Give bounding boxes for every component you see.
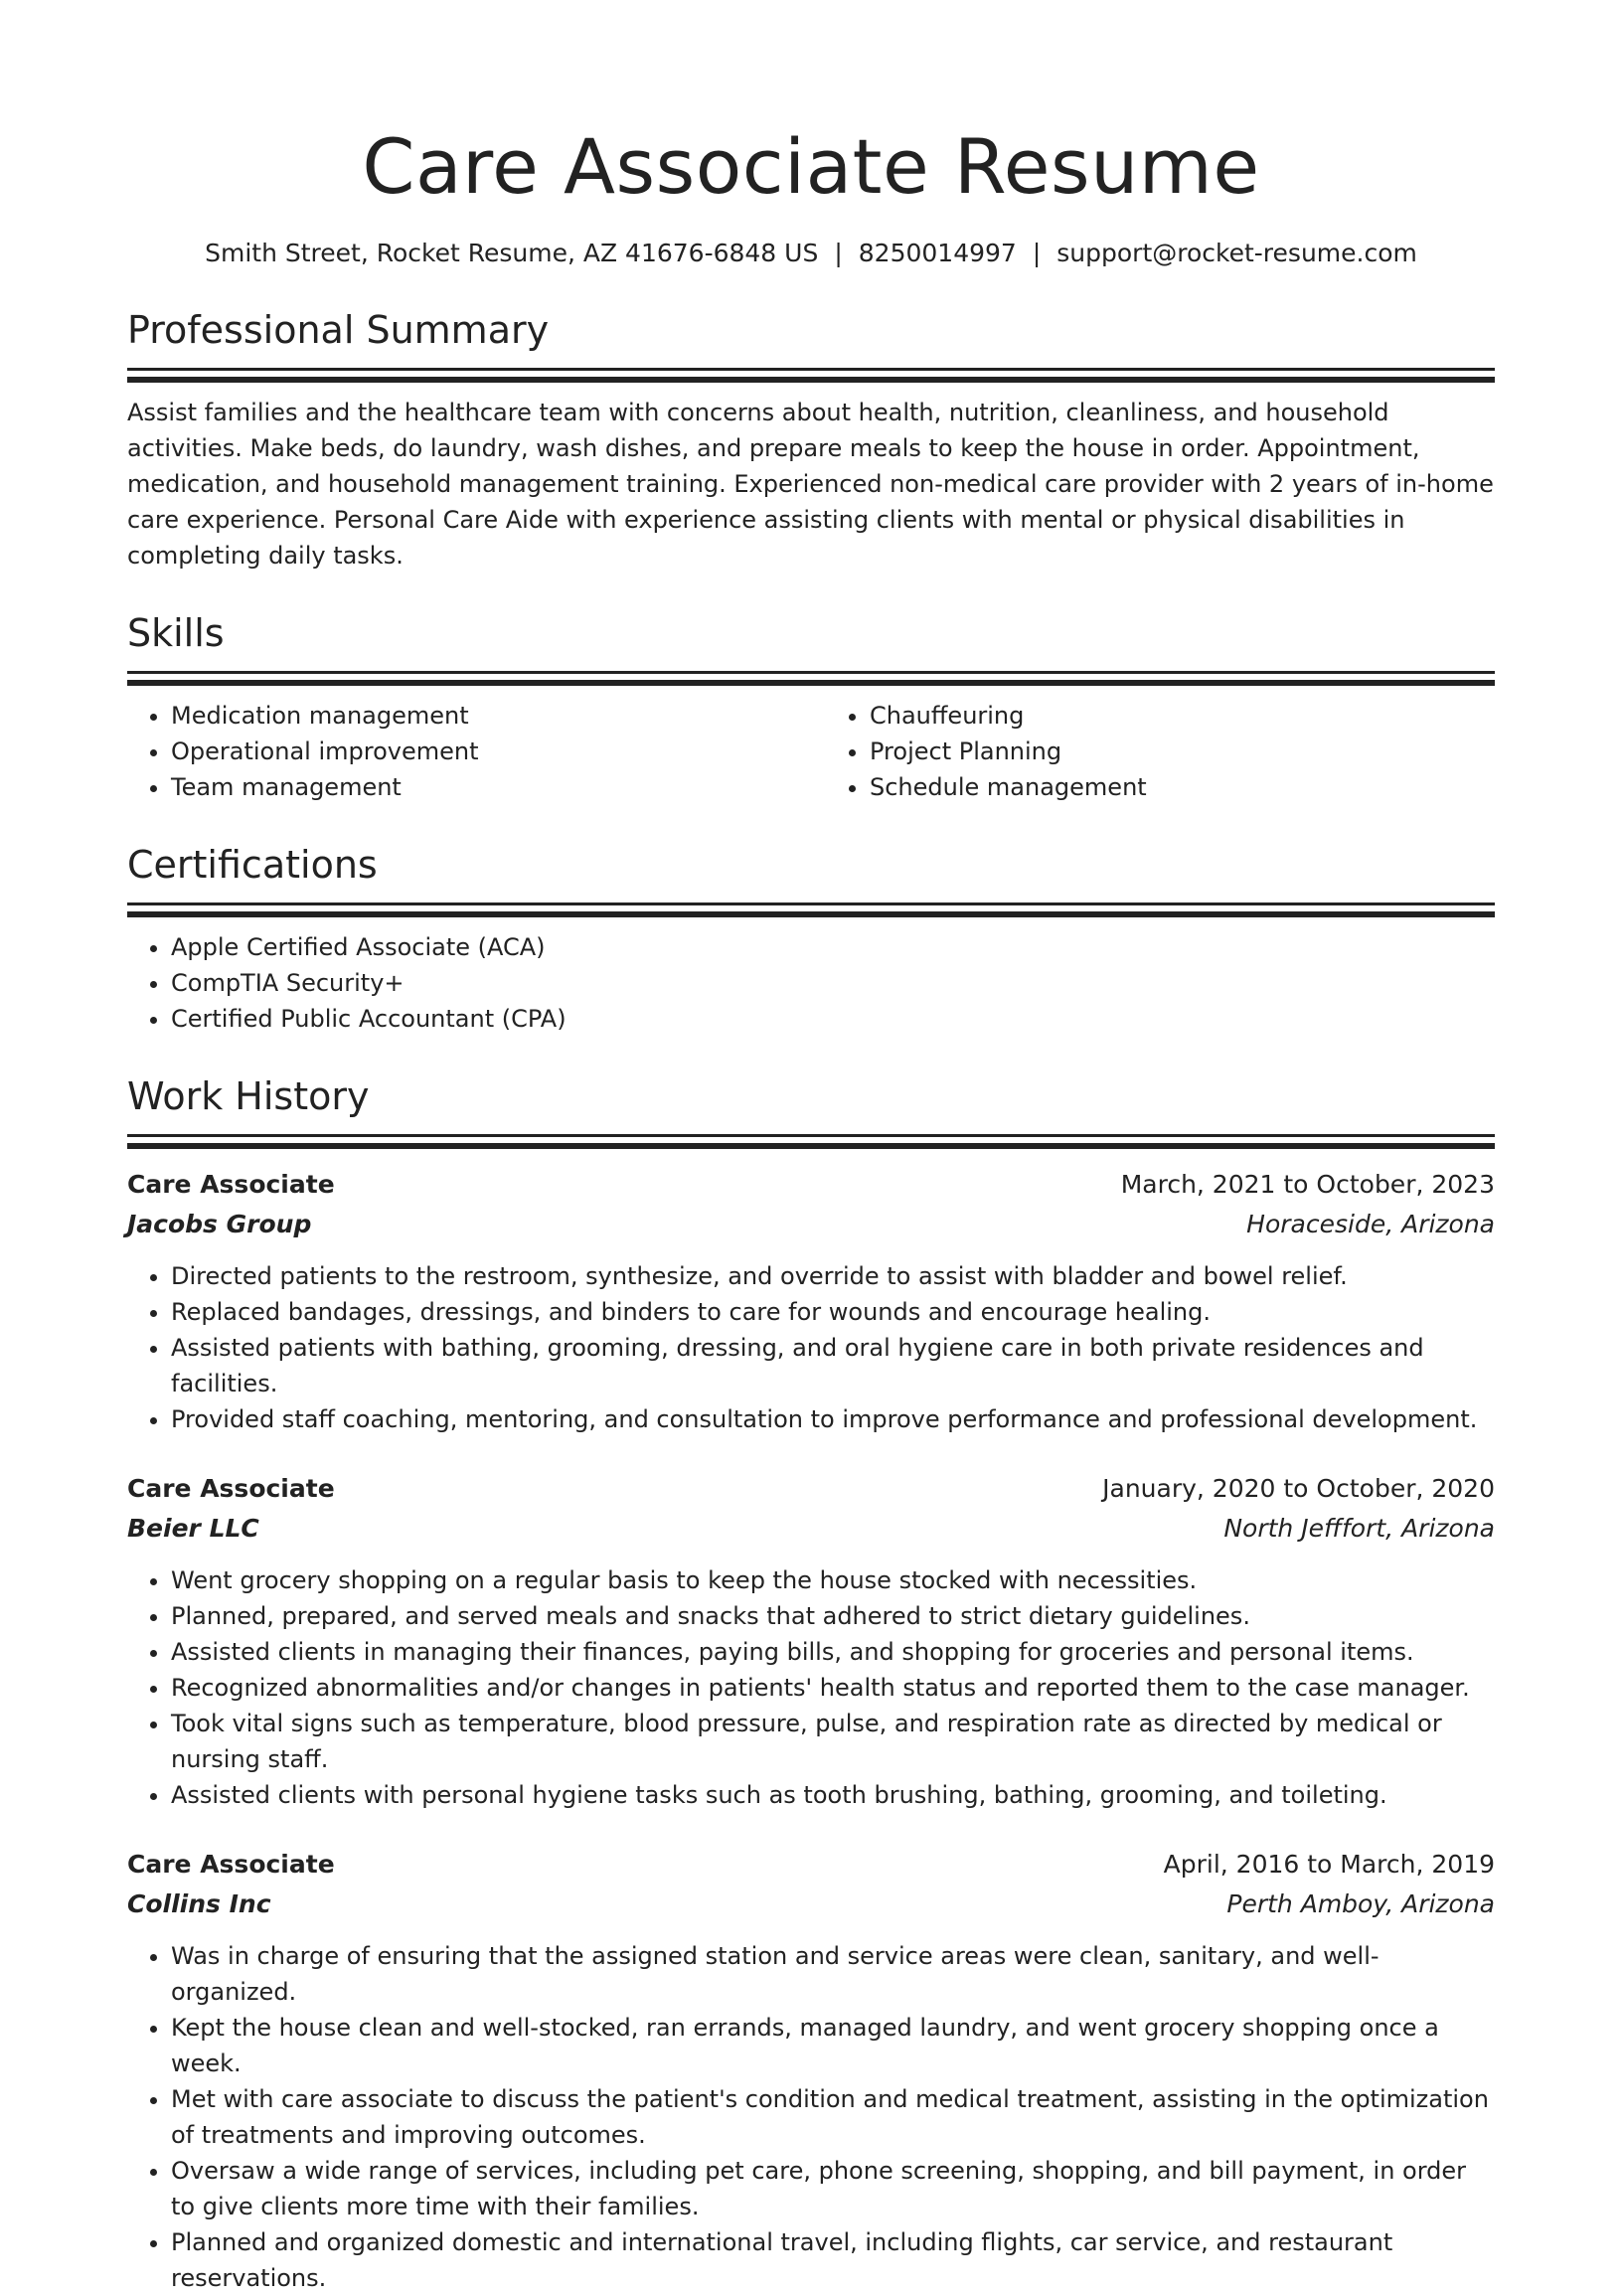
- job-header-row: [127, 1845, 1495, 1885]
- certification-item: • CompTIA Security+: [171, 965, 1495, 1001]
- job-bullet: • Planned and organized domestic and international travel, including flights, car service, and restaurant reservations.: [171, 2224, 1495, 2296]
- section-divider-thin: [127, 1134, 1495, 1137]
- job-bullet: • Replaced bandages, dressings, and binders to care for wounds and encourage healing.: [171, 1294, 1495, 1330]
- job-header-row: [127, 1469, 1495, 1509]
- skill-item: • Chauffeuring: [870, 698, 1495, 734]
- job-entry: [127, 1165, 1495, 1437]
- contact-email: support@rocket-resume.com: [1056, 239, 1417, 267]
- job-bullet: • Recognized abnormalities and/or changes in patients' health status and reported them to the case manager.: [171, 1670, 1495, 1706]
- skills-heading: Skills: [127, 611, 225, 655]
- job-bullet: • Took vital signs such as temperature, blood pressure, pulse, and respiration rate as directed by medical or nursing staff.: [171, 1706, 1495, 1777]
- section-divider-thin: [127, 368, 1495, 371]
- job-bullet: • Planned, prepared, and served meals and snacks that adhered to strict dietary guidelines.: [171, 1598, 1495, 1634]
- section-divider-thick: [127, 911, 1495, 917]
- job-company: Beier LLC: [127, 1514, 259, 1543]
- job-bullet: • Assisted patients with bathing, grooming, dressing, and oral hygiene care in both private residences and facilities.: [171, 1330, 1495, 1401]
- job-bullet: • Directed patients to the restroom, synthesize, and override to assist with bladder and bowel relief.: [171, 1258, 1495, 1294]
- certification-item: • Apple Certified Associate (ACA): [171, 929, 1495, 965]
- job-bullet: • Was in charge of ensuring that the assigned station and service areas were clean, sanitary, and well-organized.: [171, 1938, 1495, 2010]
- job-bullet: • Kept the house clean and well-stocked, ran errands, managed laundry, and went grocery shopping once a week.: [171, 2010, 1495, 2081]
- job-company: Jacobs Group: [127, 1210, 312, 1238]
- job-bullets: [127, 1562, 1495, 1813]
- job-bullet: • Met with care associate to discuss the patient's condition and medical treatment, assisting in the optimization of treatments and improving outcomes.: [171, 2081, 1495, 2153]
- job-dates: April, 2016 to March, 2019: [1163, 1850, 1495, 1879]
- section-divider-thin: [127, 902, 1495, 905]
- skill-item: • Medication management: [171, 698, 796, 734]
- job-title: Care Associate: [127, 1850, 335, 1879]
- job-title: Care Associate: [127, 1474, 335, 1503]
- section-divider-thin: [127, 671, 1495, 674]
- skills-list-right: [826, 698, 1495, 805]
- resume-title: Care Associate Resume: [362, 122, 1260, 211]
- contact-phone: 8250014997: [858, 239, 1017, 267]
- job-header-row: [127, 1165, 1495, 1205]
- job-company-row: [127, 1509, 1495, 1549]
- skill-item: • Project Planning: [870, 734, 1495, 769]
- contact-separator: |: [834, 239, 843, 267]
- work-history-heading: Work History: [127, 1074, 370, 1118]
- job-dates: January, 2020 to October, 2020: [1102, 1474, 1495, 1503]
- certifications-section: [127, 841, 1495, 1037]
- job-bullets: [127, 1938, 1495, 2296]
- job-entry: [127, 1469, 1495, 1813]
- job-location: Horaceside, Arizona: [1246, 1210, 1495, 1238]
- job-entry: [127, 1845, 1495, 2296]
- job-title: Care Associate: [127, 1170, 335, 1199]
- certifications-heading: Certifications: [127, 843, 378, 887]
- job-bullet: • Oversaw a wide range of services, including pet care, phone screening, shopping, and bill payment, in order to give clients more time with their families.: [171, 2153, 1495, 2224]
- certifications-list: [127, 929, 1495, 1037]
- job-bullet: • Assisted clients with personal hygiene tasks such as tooth brushing, bathing, grooming, and toileting.: [171, 1777, 1495, 1813]
- summary-heading: Professional Summary: [127, 308, 550, 352]
- skill-item: • Schedule management: [870, 769, 1495, 805]
- summary-text: Assist families and the healthcare team with concerns about health, nutrition, cleanliness, and household activities. Make beds, do laundry, wash dishes, and prepare meals to keep the house in order. Appointment, medication, and household management training. Experienced non-medical care provider with 2 years of in-home care experience. Personal Care Aide with experience assisting clients with mental or physical disabilities in completing daily tasks.: [127, 399, 1494, 570]
- skills-list-left: [127, 698, 796, 805]
- job-bullet: • Provided staff coaching, mentoring, and consultation to improve performance and professional development.: [171, 1401, 1495, 1437]
- summary-section: [127, 306, 1495, 574]
- skills-section: [127, 609, 1495, 805]
- job-company-row: [127, 1885, 1495, 1924]
- job-dates: March, 2021 to October, 2023: [1120, 1170, 1495, 1199]
- job-company-row: [127, 1205, 1495, 1244]
- job-company: Collins Inc: [127, 1889, 271, 1918]
- skills-grid: [127, 686, 1495, 805]
- job-bullet: • Assisted clients in managing their finances, paying bills, and shopping for groceries and personal items.: [171, 1634, 1495, 1670]
- job-location: North Jefffort, Arizona: [1223, 1514, 1495, 1543]
- contact-separator: |: [1032, 239, 1042, 267]
- contact-line: [127, 237, 1495, 270]
- contact-address: Smith Street, Rocket Resume, AZ 41676-6848 US: [205, 239, 819, 267]
- job-bullets: [127, 1258, 1495, 1437]
- job-location: Perth Amboy, Arizona: [1226, 1889, 1495, 1918]
- work-history-section: [127, 1072, 1495, 2296]
- skill-item: • Team management: [171, 769, 796, 805]
- section-divider-thick: [127, 377, 1495, 383]
- section-divider-thick: [127, 1143, 1495, 1149]
- job-bullet: • Went grocery shopping on a regular basis to keep the house stocked with necessities.: [171, 1562, 1495, 1598]
- certification-item: • Certified Public Accountant (CPA): [171, 1001, 1495, 1037]
- skill-item: • Operational improvement: [171, 734, 796, 769]
